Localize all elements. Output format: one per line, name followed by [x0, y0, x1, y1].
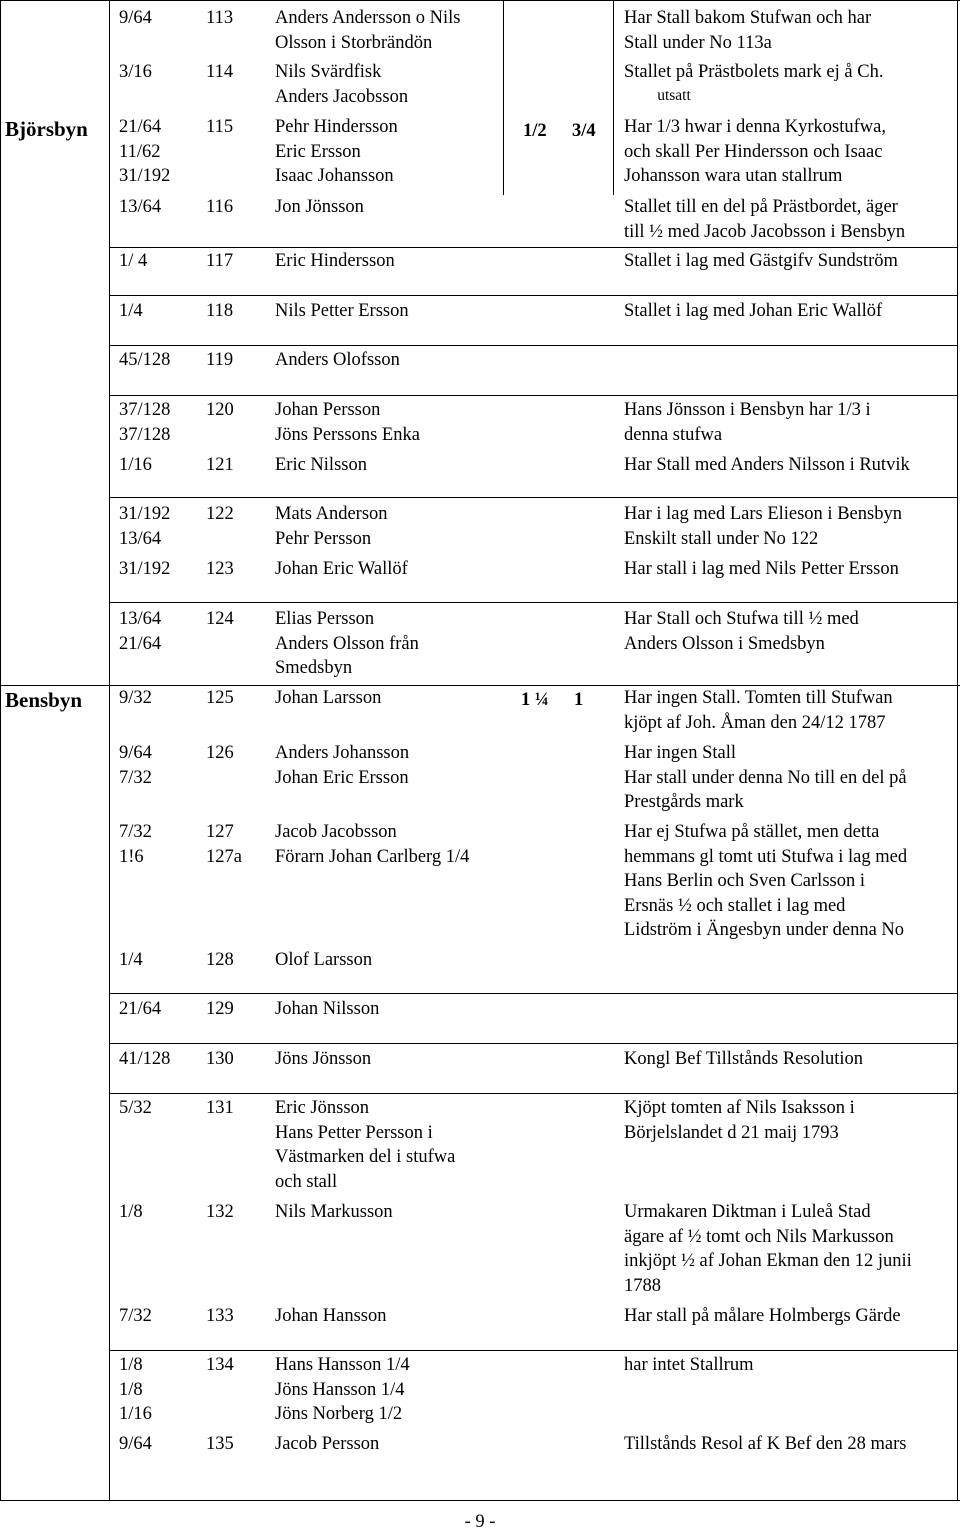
share-fraction: 9/64 7/32 — [119, 743, 152, 788]
entry-number: 122 — [206, 504, 234, 524]
entry-number: 128 — [206, 950, 234, 970]
entry-number: 135 — [206, 1434, 234, 1454]
owner-names: Eric Nilsson — [275, 455, 367, 475]
row-divider — [109, 1350, 957, 1351]
share-fraction: 5/32 — [119, 1098, 152, 1118]
owner-names: Mats Anderson Pehr Persson — [275, 504, 388, 549]
share-fraction: 37/128 37/128 — [119, 400, 171, 445]
row-divider — [109, 602, 957, 603]
owner-names: Pehr Hindersson Eric Ersson Isaac Johansson — [275, 117, 398, 186]
owner-names: Jöns Jönsson — [275, 1049, 372, 1069]
entry-number: 117 — [206, 251, 234, 271]
owner-names: Anders Johansson Johan Eric Ersson — [275, 743, 410, 788]
village-name: Björsbyn — [5, 117, 88, 141]
row-divider — [109, 993, 957, 994]
remark: Har stall i lag med Nils Petter Ersson — [624, 559, 899, 579]
share-fraction: 3/16 — [119, 62, 152, 82]
owner-names: Johan Persson Jöns Perssons Enka — [275, 400, 420, 445]
share-value: 1 — [574, 690, 584, 710]
remark: Stallet i lag med Gästgifv Sundström — [624, 251, 898, 271]
row-divider — [109, 497, 957, 498]
entry-number: 120 — [206, 400, 234, 420]
owner-names: Johan Nilsson — [275, 999, 380, 1019]
share-value: 1 ¼ — [521, 690, 549, 710]
row-divider — [109, 345, 957, 346]
share-fraction: 9/64 — [119, 1434, 152, 1454]
share-value: 1/2 — [523, 121, 547, 141]
entry-number: 121 — [206, 455, 234, 475]
table-border-bottom — [0, 1500, 960, 1501]
remark: Har ingen Stall Har stall under denna No till en del på Prestgårds mark — [624, 743, 907, 812]
entry-number: 131 — [206, 1098, 234, 1118]
owner-names: Johan Eric Wallöf — [275, 559, 408, 579]
owner-names: Nils Svärdfisk Anders Jacobsson — [275, 62, 409, 107]
remark: Stallet i lag med Johan Eric Wallöf — [624, 301, 883, 321]
owner-names: Elias Persson Anders Olsson från Smedsbyn — [275, 609, 419, 678]
entry-number: 124 — [206, 609, 234, 629]
share-fraction: 9/64 — [119, 8, 152, 28]
row-divider — [109, 1043, 957, 1044]
column-divider — [109, 0, 110, 1500]
owner-names: Olof Larsson — [275, 950, 373, 970]
owner-names: Jacob Persson — [275, 1434, 380, 1454]
entry-number: 113 — [206, 8, 234, 28]
share-fraction: 7/32 — [119, 1306, 152, 1326]
owner-names: Anders Olofsson — [275, 350, 400, 370]
remark: Har 1/3 hwar i denna Kyrkostufwa, och skall Per Hindersson och Isaac Johansson wara utan stallrum — [624, 117, 887, 186]
remark: Urmakaren Diktman i Luleå Stad ägare af ½ tomt och Nils Markusson inkjöpt ½ af Johan Ekman den 12 junii 1788 — [624, 1202, 912, 1296]
share-fraction: 1/16 — [119, 455, 152, 475]
remark: Har i lag med Lars Elieson i Bensbyn Enskilt stall under No 122 — [624, 504, 902, 549]
owner-names: Jon Jönsson — [275, 197, 364, 217]
remark: Kongl Bef Tillstånds Resolution — [624, 1049, 863, 1069]
remark: Hans Jönsson i Bensbyn har 1/3 i denna stufwa — [624, 400, 871, 445]
share-fraction: 1/8 — [119, 1202, 143, 1222]
remark: Stallet på Prästbolets mark ej å Ch. — [624, 62, 884, 82]
share-fraction: 13/64 — [119, 197, 162, 217]
remark: Har Stall och Stufwa till ½ med Anders Olsson i Smedsbyn — [624, 609, 859, 654]
share-fraction: 1/ 4 — [119, 251, 148, 271]
entry-number: 125 — [206, 688, 234, 708]
remark: Kjöpt tomten af Nils Isaksson i Börjelslandet d 21 maij 1793 — [624, 1098, 855, 1143]
owner-names: Hans Hansson 1/4 Jöns Hansson 1/4 Jöns Norberg 1/2 — [275, 1355, 410, 1424]
share-fraction: 41/128 — [119, 1049, 171, 1069]
entry-number: 129 — [206, 999, 234, 1019]
share-fraction: 21/64 — [119, 999, 162, 1019]
entry-number: 114 — [206, 62, 234, 82]
share-fraction: 1/4 — [119, 301, 143, 321]
remark: Har Stall med Anders Nilsson i Rutvik — [624, 455, 910, 475]
owner-names: Anders Andersson o Nils Olsson i Storbrändön — [275, 8, 461, 53]
remark: Stallet till en del på Prästbordet, äger till ½ med Jacob Jacobsson i Bensbyn — [624, 197, 906, 242]
owner-names: Johan Larsson — [275, 688, 382, 708]
table-border-left — [0, 0, 1, 1500]
remark: Har ingen Stall. Tomten till Stufwan kjöpt af Joh. Åman den 24/12 1787 — [624, 688, 893, 733]
page-number: - 9 - — [464, 1512, 496, 1532]
share-fraction: 31/192 13/64 — [119, 504, 171, 549]
entry-number: 116 — [206, 197, 234, 217]
owner-names: Eric Hindersson — [275, 251, 395, 271]
owner-names: Jacob Jacobsson Förarn Johan Carlberg 1/4 — [275, 822, 470, 867]
share-value: 3/4 — [572, 121, 596, 141]
row-divider — [109, 395, 957, 396]
share-fraction: 1/8 1/8 1/16 — [119, 1355, 152, 1424]
row-divider — [109, 1093, 957, 1094]
entry-number: 134 — [206, 1355, 234, 1375]
share-fraction: 21/64 11/62 31/192 — [119, 117, 171, 186]
remark: Tillstånds Resol af K Bef den 28 mars — [624, 1434, 907, 1454]
share-fraction: 9/32 — [119, 688, 152, 708]
entry-number: 130 — [206, 1049, 234, 1069]
entry-number: 119 — [206, 350, 234, 370]
share-fraction: 31/192 — [119, 559, 171, 579]
entry-number: 132 — [206, 1202, 234, 1222]
entry-number: 133 — [206, 1306, 234, 1326]
share-fraction: 13/64 21/64 — [119, 609, 162, 654]
table-border-right — [957, 0, 958, 1500]
entry-number: 127 127a — [206, 822, 242, 867]
share-fraction: 1/4 — [119, 950, 143, 970]
remark: Har stall på målare Holmbergs Gärde — [624, 1306, 901, 1326]
remark: Har Stall bakom Stufwan och har Stall under No 113a — [624, 8, 872, 53]
row-divider — [0, 0, 960, 1]
owner-names: Nils Petter Ersson — [275, 301, 409, 321]
row-divider — [109, 247, 957, 248]
remark: har intet Stallrum — [624, 1355, 754, 1375]
remark: utsatt — [657, 87, 691, 104]
village-name: Bensbyn — [5, 688, 83, 712]
row-divider — [109, 295, 957, 296]
entry-number: 118 — [206, 301, 234, 321]
remark: Har ej Stufwa på stället, men detta hemmans gl tomt uti Stufwa i lag med Hans Berlin och Sven Carlsson i Ersnäs ½ och stallet i lag med Lidström i Ängesbyn under denna No — [624, 822, 908, 940]
entry-number: 115 — [206, 117, 234, 137]
owner-names: Nils Markusson — [275, 1202, 393, 1222]
owner-names: Eric Jönsson Hans Petter Persson i Västmarken del i stufwa och stall — [275, 1098, 456, 1192]
share-fraction: 7/32 1!6 — [119, 822, 152, 867]
entry-number: 126 — [206, 743, 234, 763]
entry-number: 123 — [206, 559, 234, 579]
column-divider — [503, 0, 504, 195]
owner-names: Johan Hansson — [275, 1306, 387, 1326]
share-fraction: 45/128 — [119, 350, 171, 370]
